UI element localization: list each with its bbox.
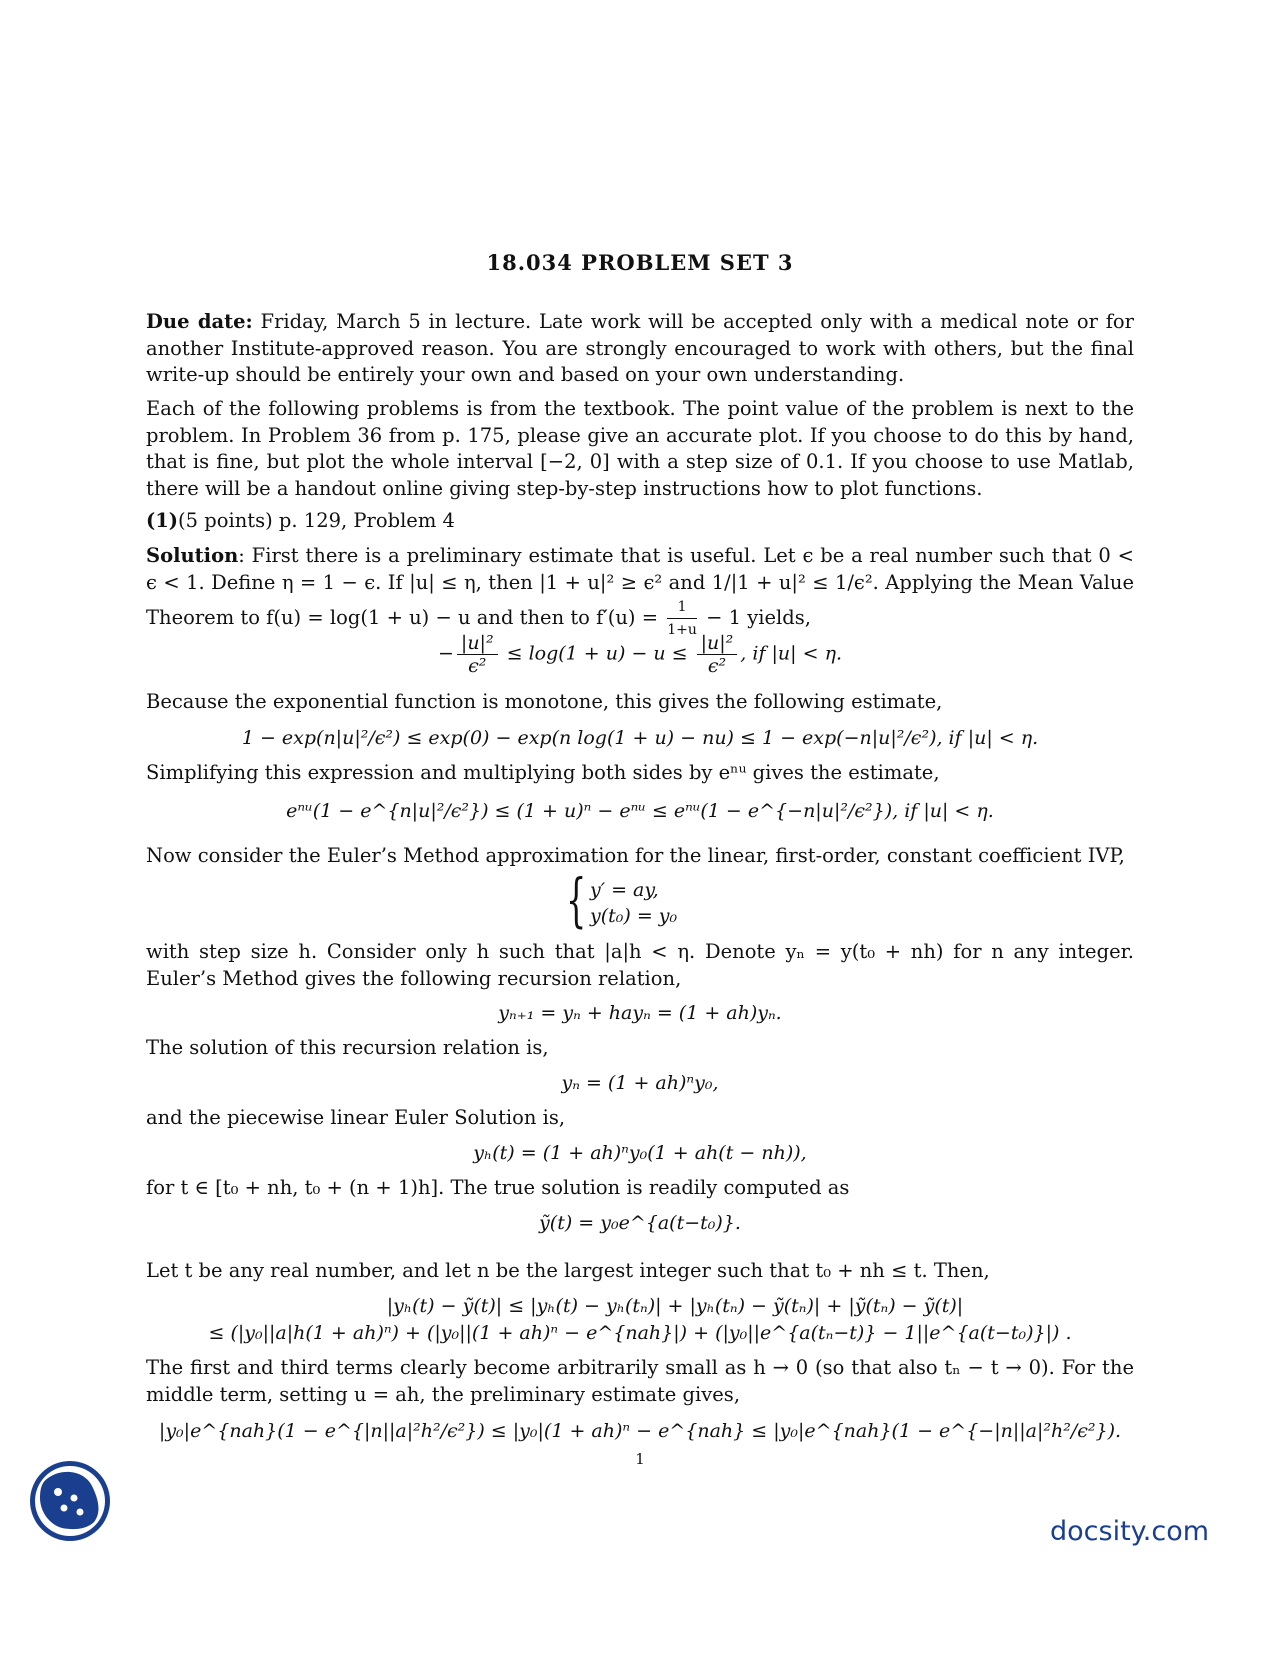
solution-paragraph (146, 543, 1134, 641)
equation-yn: yₙ = (1 + ah)ⁿy₀, (561, 1072, 719, 1094)
fraction-denominator: 1+u (667, 622, 697, 638)
equation-middle-term: |y₀|e^{nah}(1 − e^{|n||a|²h²/ϵ²}) ≤ |y₀|(1 + ah)ⁿ − e^{nah} ≤ |y₀|e^{nah}(1 − e^{−|n||a|²h²/ϵ²}). (158, 1420, 1122, 1442)
problem-number: (1) (146, 509, 179, 532)
problem-heading (146, 508, 1134, 535)
solution-intro: : First there is a preliminary estimate that is useful. Let ϵ be a real number such that 0 < ϵ < 1. Define η = 1 − ϵ. If |u| ≤ η, then |1 + u|² ≥ ϵ² and 1/|1 + u|² ≤ 1/ϵ². Applying the Mean Value Theorem to f(u) = log(1 + u) − u and then to f′(u) = (146, 544, 1134, 629)
ivp-line-2: y(t₀) = y₀ (590, 905, 678, 927)
equation-condition: , if |u| < η. (740, 642, 842, 665)
fraction-left (457, 632, 498, 677)
fraction-denominator: ϵ² (707, 655, 727, 677)
fraction-numerator: |u|² (697, 632, 738, 655)
text-let-t: Let t be any real number, and let n be the largest integer such that t₀ + nh ≤ t. Then, (146, 1259, 990, 1282)
page-title: 18.034 PROBLEM SET 3 (486, 250, 794, 275)
text-interval: for t ∈ [t₀ + nh, t₀ + (n + 1)h]. The true solution is readily computed as (146, 1176, 850, 1199)
text-euler-ivp: Now consider the Euler’s Method approximation for the linear, first-order, constant coefficient IVP, (146, 844, 1125, 867)
fraction-right (697, 632, 738, 677)
problem-text: (5 points) p. 129, Problem 4 (178, 509, 455, 532)
equation-exp-estimate: 1 − exp(n|u|²/ϵ²) ≤ exp(0) − exp(n log(1 + u) − nu) ≤ 1 − exp(−n|u|²/ϵ²), if |u| < η. (241, 727, 1039, 749)
text-simplify: Simplifying this expression and multiplying both sides by eⁿᵘ gives the estimate, (146, 761, 940, 784)
instructions-paragraph: Each of the following problems is from the textbook. The point value of the problem is next to the problem. In Problem 36 from p. 175, please give an accurate plot. If you choose to do this by hand, that is fine, but plot the whole interval [−2, 0] with a step size of 0.1. If you choose to use Matlab, there will be a handout online giving step-by-step instructions how to plot functions. (146, 397, 1134, 500)
equation-yh: yₕ(t) = (1 + ah)ⁿy₀(1 + ah(t − nh)), (473, 1142, 807, 1164)
due-date-label: Due date: (146, 310, 253, 333)
text-recursion-solution: The solution of this recursion relation is, (146, 1036, 549, 1059)
equation-middle: ≤ log(1 + u) − u ≤ (500, 642, 694, 665)
text-terms: The first and third terms clearly become arbitrarily small as h → 0 (so that also tₙ − t → 0). For the middle term, setting u = ah, the preliminary estimate gives, (146, 1356, 1134, 1406)
fraction-denominator: ϵ² (468, 655, 487, 677)
document-page (146, 0, 1134, 1656)
equation-true-solution: ỹ(t) = y₀e^{a(t−t₀)}. (539, 1212, 741, 1234)
brace-symbol: { (566, 866, 587, 934)
due-date-paragraph (146, 309, 1134, 389)
equation-error-line-2: ≤ (|y₀||a|h(1 + ah)ⁿ) + (|y₀||(1 + ah)ⁿ − e^{nah}|) + (|y₀||e^{a(tₙ−t)} − 1||e^{a(t−t₀)}|) . (208, 1322, 1072, 1344)
equation-enu-estimate: eⁿᵘ(1 − e^{n|u|²/ϵ²}) ≤ (1 + u)ⁿ − eⁿᵘ ≤ eⁿᵘ(1 − e^{−n|u|²/ϵ²}), if |u| < η. (286, 800, 994, 822)
due-date-text: Friday, March 5 in lecture. Late work will be accepted only with a medical note or for another Institute-approved reason. You are strongly encouraged to work with others, but the final write-up should be entirely your own and based on your own understanding. (146, 310, 1134, 386)
fraction-numerator: 1 (667, 596, 697, 619)
ivp-line-1: y′ = ay, (590, 879, 659, 901)
docsity-logo-icon (22, 1458, 124, 1544)
text-step-size: with step size h. Consider only h such that |a|h < η. Denote yₙ = y(t₀ + nh) for n any integer. Euler’s Method gives the following recursion relation, (146, 940, 1134, 990)
fraction-numerator: |u|² (457, 632, 498, 655)
page-number: 1 (635, 1450, 645, 1468)
equation-error-line-1: |yₕ(t) − ỹ(t)| ≤ |yₕ(t) − yₕ(tₙ)| + |yₕ(tₙ) − ỹ(tₙ)| + |ỹ(tₙ) − ỹ(t)| (386, 1295, 964, 1317)
solution-label: Solution (146, 544, 239, 567)
equation-recursion: yₙ₊₁ = yₙ + hayₙ = (1 + ah)yₙ. (498, 1002, 782, 1024)
equation-log-estimate: − $\frac{\text{|u|²}}{\text{ϵ²}}$ ≤ log(1 + u) − u ≤ $\frac{\text{|u|²}}{\text{ϵ²}}$ , if |u| < η. (438, 632, 842, 677)
brand-name[interactable]: docsity.com (1050, 1516, 1210, 1547)
text-monotone: Because the exponential function is monotone, this gives the following estimate, (146, 690, 943, 713)
text-piecewise: and the piecewise linear Euler Solution is, (146, 1106, 566, 1129)
solution-intro-end: − 1 yields, (699, 606, 811, 629)
